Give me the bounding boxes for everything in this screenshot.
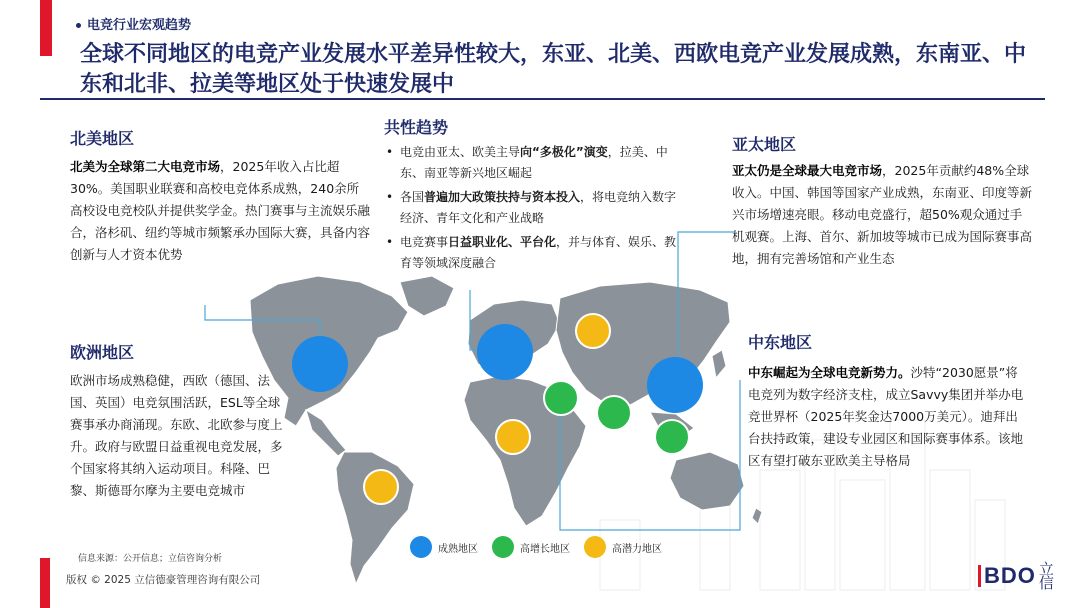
marker-mature-asia <box>647 357 703 413</box>
middle-east-body: 沙特“2030愿景”将电竞列为数字经济支柱，成立Savvy集团并举办电竞世界杯（2025年奖金达7000万美元）。迪拜出台扶持政策，建设专业园区和国际赛事体系。该地区有望打破东亚欧美主导格局 <box>748 365 1024 468</box>
continent-central-america <box>306 410 346 456</box>
common-trends-title: 共性趋势 <box>384 118 449 137</box>
marker-growth-middle-east <box>544 381 578 415</box>
north-america-body: ，2025年收入占比超30%。美国职业联赛和高校电竞体系成熟，240余所高校设电竞校队并提供奖学金。热门赛事与主流娱乐融合，洛杉矶、纽约等城市频繁承办国际大赛，具备内容创新与人才资本优势 <box>70 159 371 262</box>
europe-title: 欧洲地区 <box>70 343 135 362</box>
map-legend <box>410 536 676 558</box>
logo-cn: 立信 <box>1038 560 1054 592</box>
middle-east-title: 中东地区 <box>748 333 813 352</box>
common-trends-list <box>386 142 686 277</box>
continent-asia <box>556 282 730 412</box>
asia-pacific-title: 亚太地区 <box>732 135 797 154</box>
page-headline: 全球不同地区的电竞产业发展水平差异性较大，东亚、北美、西欧电竞产业发展成熟，东南亚、中东和北非、拉美等地区处于快速发展中 <box>80 42 1027 97</box>
marker-potential-latam <box>364 470 398 504</box>
asia-pacific-text <box>732 160 1032 270</box>
bdo-logo <box>978 562 1055 590</box>
marker-growth-south-asia <box>597 396 631 430</box>
continent-australia <box>670 452 744 510</box>
legend-item-mature: 成熟地区 <box>410 536 478 558</box>
marker-potential-africa <box>496 420 530 454</box>
trend-item: • 电竞由亚太、欧美主导向“多极化”演变，拉美、中东、南亚等新兴地区崛起 <box>386 142 686 184</box>
asia-pacific-lead: 亚太仍是全球最大电竞市场 <box>732 163 883 178</box>
europe-text: 欧洲市场成熟稳健，西欧（德国、法国、英国）电竞氛围活跃，ESL等全球赛事承办商涌现。东欧、北欧参与度上升。政府与欧盟日益重视电竞发展，多个国家将其纳入运动项目。科隆、巴黎、斯德哥尔摩为主要电竞城市 <box>70 373 283 498</box>
source-note: 信息来源：公开信息；立信咨询分析 <box>78 554 223 564</box>
legend-dot-blue <box>410 536 432 558</box>
marker-mature-north-america <box>292 336 348 392</box>
marker-mature-europe <box>477 324 533 380</box>
marker-growth-southeast-asia <box>655 420 689 454</box>
continent-greenland <box>400 276 454 316</box>
section-label: 电竞行业宏观趋势 <box>76 14 191 33</box>
north-america-text <box>70 156 370 266</box>
north-america-title: 北美地区 <box>70 129 135 148</box>
middle-east-text <box>748 362 1030 472</box>
legend-item-high-growth: 高增长地区 <box>492 536 570 558</box>
north-america-lead: 北美为全球第二大电竞市场 <box>70 159 221 174</box>
marker-potential-russia <box>576 314 610 348</box>
copyright-text: 版权 © 2025 立信德豪管理咨询有限公司 <box>66 574 261 586</box>
logo-text: BDO <box>978 565 1036 587</box>
legend-dot-yellow <box>584 536 606 558</box>
legend-item-high-potential: 高潜力地区 <box>584 536 662 558</box>
middle-east-lead: 中东崛起为全球电竞新势力。 <box>748 365 911 380</box>
asia-pacific-body: ，2025年贡献约48%全球收入。中国、韩国等国家产业成熟，东南亚、印度等新兴市场增速亮眼。移动电竞盛行，超50%观众通过手机观赛。上海、首尔、新加坡等城市已成为国际赛事高地，拥有完善场馆和产业生态 <box>732 163 1033 266</box>
trend-item: • 电竞赛事日益职业化、平台化，并与体育、娱乐、教育等领域深度融合 <box>386 232 686 274</box>
legend-dot-green <box>492 536 514 558</box>
continent-japan <box>712 350 726 378</box>
trend-item: • 各国普遍加大政策扶持与资本投入，将电竞纳入数字经济、青年文化和产业战略 <box>386 187 686 229</box>
